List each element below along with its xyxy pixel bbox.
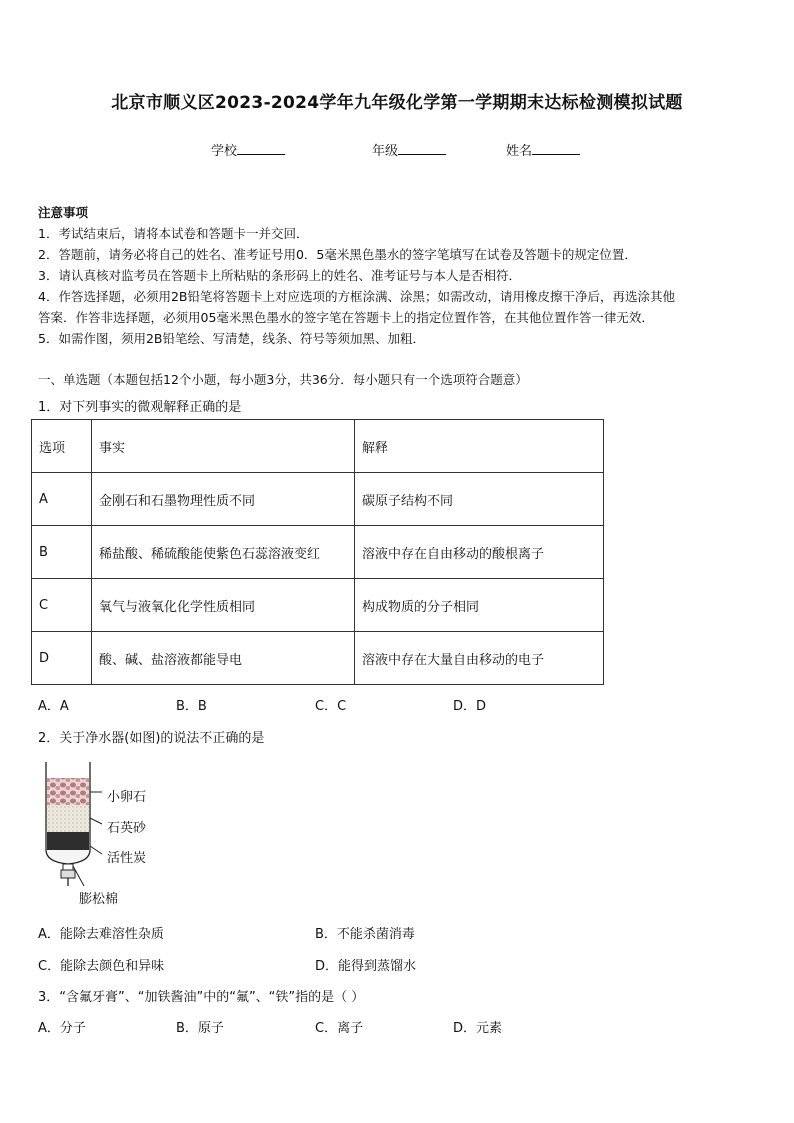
q2-option-b: B．不能杀菌消毒 [315,927,415,942]
table-cell: D [32,632,92,685]
q1-option-c: C．C [315,699,347,714]
table-row [32,579,604,632]
notice-item: 答案．作答非选择题，必须用05毫米黑色墨水的签字笔在答题卡上的指定位置作答，在其他位置作答一律无效． [38,310,654,325]
name-blank[interactable] [532,142,580,155]
table-header: 选项 [32,420,92,473]
table-cell: C [32,579,92,632]
figure-label-charcoal: 活性炭 [107,851,147,866]
q3-option-a: A．分子 [38,1021,86,1036]
section-heading: 一、单选题（本题包括12个小题，每小题3分，共36分．每小题只有一个选项符合题意） [38,372,528,387]
pebble-layer [47,778,89,805]
name-label: 姓名 [506,144,533,159]
table-cell: A [32,473,92,526]
grade-blank[interactable] [398,142,446,155]
grade-field [372,140,446,159]
q2-option-a: A．能除去难溶性杂质 [38,927,164,942]
table-cell: B [32,526,92,579]
table-cell: 构成物质的分子相同 [355,579,604,632]
table-cell: 稀盐酸、稀硫酸能使紫色石蕊溶液变红 [92,526,355,579]
table-cell: 溶液中存在大量自由移动的电子 [355,632,604,685]
table-cell: 酸、碱、盐溶液都能导电 [92,632,355,685]
table-row [32,526,604,579]
q2-option-d: D．能得到蒸馏水 [315,959,417,974]
table-header: 解释 [355,420,604,473]
table-header-row [32,420,604,473]
q1-stem: 1．对下列事实的微观解释正确的是 [38,400,242,415]
name-field [506,140,580,159]
notice-item: 4．作答选择题，必须用2B铅笔将答题卡上对应选项的方框涂满、涂黑；如需改动，请用橡皮擦干净后，再选涂其他 [38,289,675,304]
school-blank[interactable] [237,142,285,155]
water-purifier-figure [40,758,170,908]
notice-item: 2．答题前，请务必将自己的姓名、准考证号用0．5毫米黑色墨水的签字笔填写在试卷及答题卡的规定位置． [38,247,637,262]
grade-label: 年级 [372,144,399,159]
table-cell: 碳原子结构不同 [355,473,604,526]
figure-label-cotton: 膨松棉 [79,892,119,907]
school-label: 学校 [211,144,238,159]
q2-option-c: C．能除去颜色和异味 [38,959,165,974]
q3-option-b: B．原子 [176,1021,224,1036]
q1-table [31,419,604,685]
page-title: 北京市顺义区2023-2024学年九年级化学第一学期期末达标检测模拟试题 [111,93,683,113]
q1-option-a: A．A [38,699,69,714]
notice-heading: 注意事项 [38,205,89,220]
q2-stem: 2．关于净水器(如图)的说法不正确的是 [38,731,265,746]
notice-item: 3．请认真核对监考员在答题卡上所粘贴的条形码上的姓名、准考证号与本人是否相符． [38,268,521,283]
q1-option-b: B．B [176,699,207,714]
notice-item: 1．考试结束后，请将本试卷和答题卡一并交回． [38,226,309,241]
table-row [32,632,604,685]
school-field [211,140,285,159]
table-header: 事实 [92,420,355,473]
figure-label-sand: 石英砂 [107,821,147,836]
charcoal-layer [47,832,89,850]
q1-option-d: D．D [453,699,487,714]
table-cell: 金刚石和石墨物理性质不同 [92,473,355,526]
sand-layer [47,805,89,832]
table-row [32,473,604,526]
q3-option-d: D．元素 [453,1021,503,1036]
table-cell: 溶液中存在自由移动的酸根离子 [355,526,604,579]
q3-stem: 3．“含氟牙膏”、“加铁酱油”中的“氟”、“铁”指的是（ ） [38,990,365,1005]
table-cell: 氧气与液氧化化学性质相同 [92,579,355,632]
q3-option-c: C．离子 [315,1021,364,1036]
figure-label-pebbles: 小卵石 [107,790,147,805]
notice-item: 5．如需作图，须用2B铅笔绘、写清楚，线条、符号等须加黑、加粗． [38,331,425,346]
